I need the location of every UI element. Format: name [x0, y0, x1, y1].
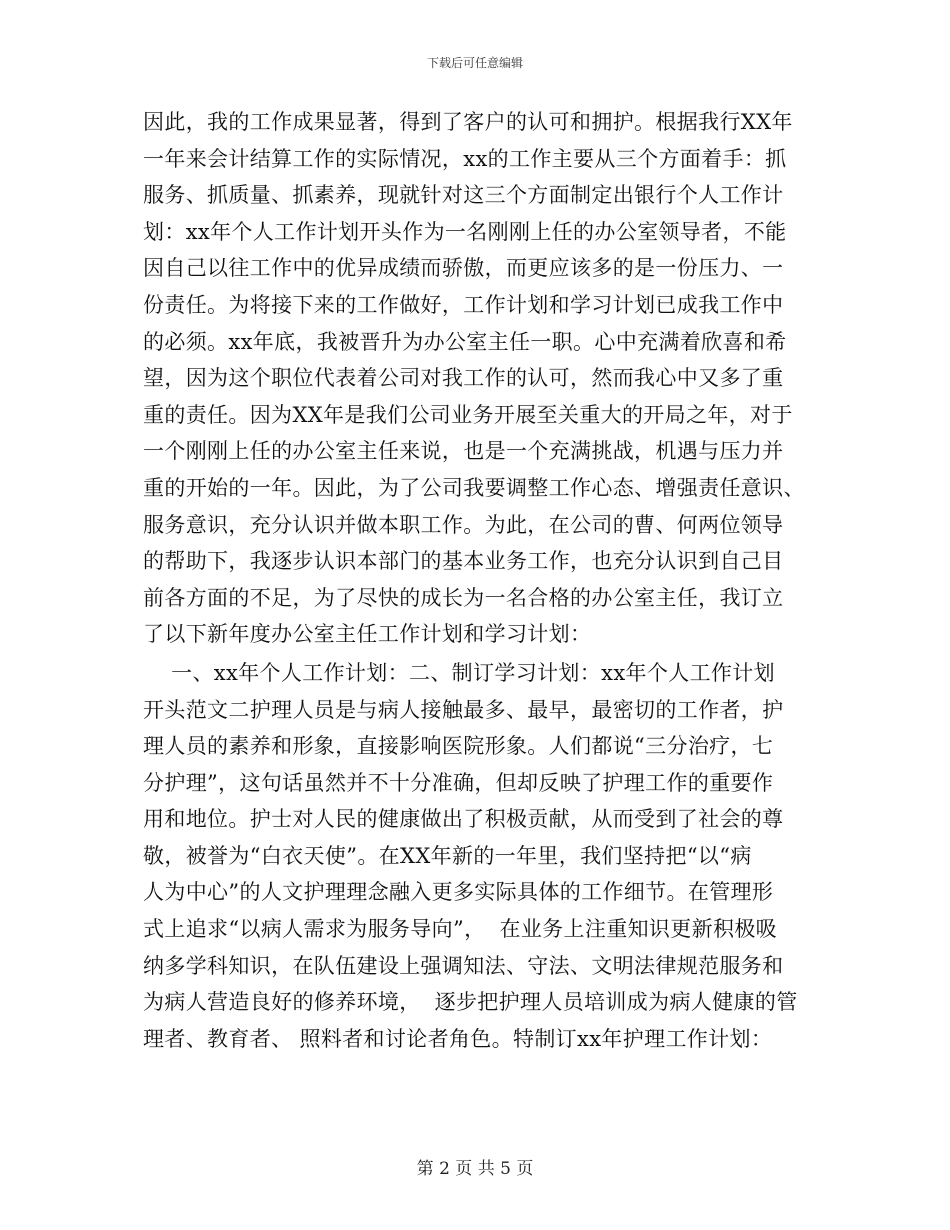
text-line: 因此，我的工作成果显著，得到了客户的认可和拥护。根据我行XX年	[143, 110, 793, 134]
paragraph-2	[143, 655, 807, 1058]
text-line: 一年来会计结算工作的实际情况，xx的工作主要从三个方面着手：抓	[143, 146, 787, 171]
text-line: 开头范文二护理人员是与病人接触最多、最早，最密切的工作者，护	[143, 697, 784, 722]
text-line: 划：xx年个人工作计划开头作为一名刚刚上任的办公室领导者，不能	[143, 219, 787, 244]
text-line: 服务意识，充分认识并做本职工作。为此，在公司的曹、何两位领导	[143, 512, 784, 537]
text-line: 式上追求“以病人需求为服务导向”， 在业务上注重知识更新积极吸	[143, 917, 778, 942]
text-line: 理人员的素养和形象，直接影响医院形象。人们都说“三分治疗，七	[143, 734, 774, 759]
text-line: 份责任。为将接下来的工作做好，工作计划和学习计划已成我工作中	[143, 292, 784, 317]
text-line: 重的责任。因为XX年是我们公司业务开展至关重大的开局之年，对于	[143, 402, 793, 427]
text-line: 理者、教育者、 照料者和讨论者角色。特制订xx年护理工作计划：	[143, 1026, 773, 1051]
text-line: 用和地位。护士对人民的健康做出了积极贡献，从而受到了社会的尊	[143, 807, 784, 832]
text-line: 为病人营造良好的修养环境， 逐步把护理人员培训成为病人健康的管	[143, 990, 798, 1015]
page-header: 下载后可任意编辑	[426, 56, 523, 70]
text-line: 望，因为这个职位代表着公司对我工作的认可，然而我心中又多了重	[143, 366, 784, 391]
text-line: 因自己以往工作中的优异成绩而骄傲，而更应该多的是一份压力、一	[143, 256, 784, 281]
text-line: 一、xx年个人工作计划：二、制订学习计划：xx年个人工作计划	[143, 660, 775, 685]
text-line: 人为中心”的人文护理理念融入更多实际具体的工作细节。在管理形	[143, 880, 774, 905]
text-line: 敬，被誉为“白衣天使”。在XX年新的一年里，我们坚持把“以“病	[143, 843, 752, 868]
text-line: 前各方面的不足，为了尽快的成长为一名合格的办公室主任，我订立	[143, 585, 784, 610]
text-line: 纳多学科知识，在队伍建设上强调知法、守法、文明法律规范服务和	[143, 953, 784, 978]
text-line: 的必须。xx年底，我被晋升为办公室主任一职。心中充满着欣喜和希	[143, 329, 787, 354]
paragraph-1	[143, 104, 807, 653]
text-line: 的帮助下，我逐步认识本部门的基本业务工作，也充分认识到自己目	[143, 549, 784, 574]
text-line: 分护理”，这句话虽然并不十分准确，但却反映了护理工作的重要作	[143, 770, 774, 795]
text-line: 一个刚刚上任的办公室主任来说，也是一个充满挑战，机遇与压力并	[143, 439, 784, 464]
document-body	[143, 104, 807, 1057]
text-line: 服务、抓质量、抓素养，现就针对这三个方面制定出银行个人工作计	[143, 183, 784, 208]
page-number: 第 2 页 共 5 页	[416, 1159, 534, 1179]
text-line: 重的开始的一年。因此，为了公司我要调整工作心态、增强责任意识、	[143, 475, 805, 500]
text-line: 了以下新年度办公室主任工作计划和学习计划：	[143, 622, 592, 647]
